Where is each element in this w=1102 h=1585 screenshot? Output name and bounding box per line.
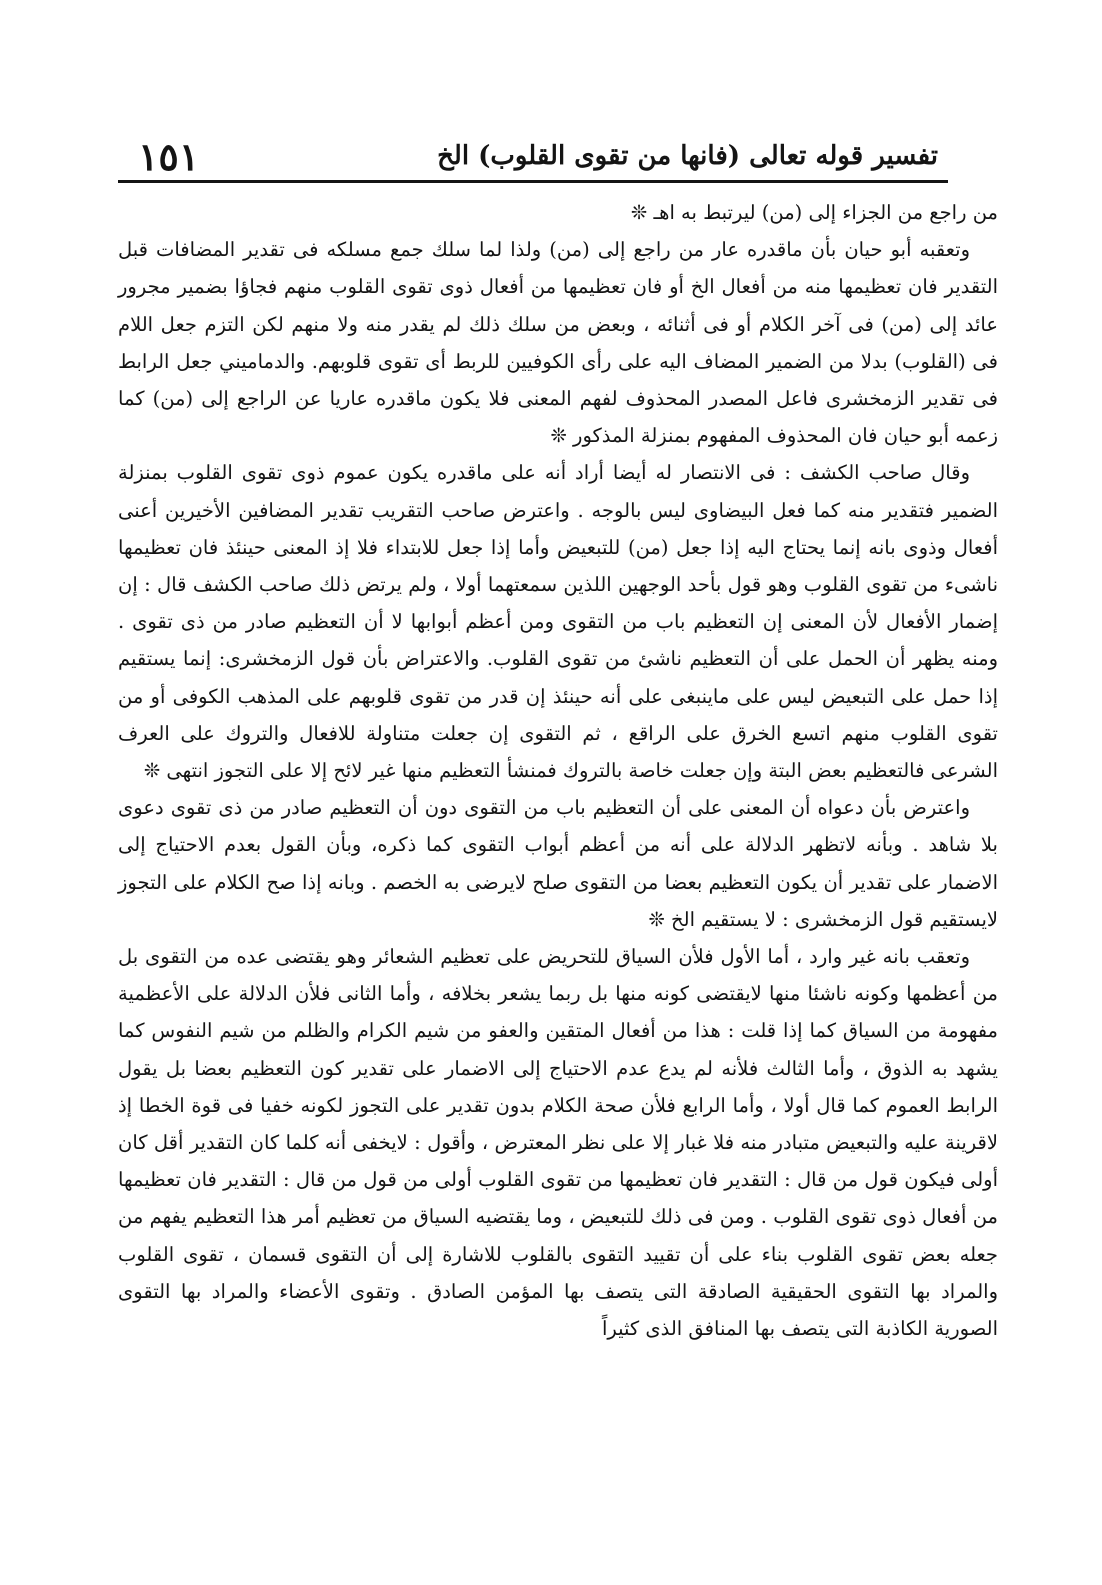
header-rule xyxy=(118,180,948,183)
running-title: تفسير قوله تعالى (فانها من تقوى القلوب) الخ xyxy=(437,141,938,171)
page-header xyxy=(118,132,948,180)
paragraph-2: وتعقبه أبو حيان بأن ماقدره عار من راجع إلى (من) ولذا لما سلك جمع مسلكه فى تقدير المضافات قبل التقدير فان تعظيمها منه من أفعال الخ أو فان تعظيمها من أفعال ذوى تقوى القلوب منهم فجاؤا بضمير مجرور عائد إلى (من) فى آخر الكلام أو فى أثنائه ، وبعض من سلك ذلك لم يقدر منه ولا منهم لكن التزم جعل اللام فى (القلوب) بدلا من الضمير المضاف اليه على رأى الكوفيين للربط أى تقوى قلوبهم. والدماميني جعل الرابط فى تقدير الزمخشرى فاعل المصدر المحذوف لفهم المعنى فلا يكون ماقدره عاريا عن الراجع إلى (من) كما زعمه أبو حيان فان المحذوف المفهوم بمنزلة المذكور ❊ xyxy=(118,238,998,448)
body-text xyxy=(118,194,998,1347)
paragraph-3: وقال صاحب الكشف : فى الانتصار له أيضا أراد أنه على ماقدره يكون عموم ذوى تقوى القلوب بمنزلة الضمير فتقدير منه كما فعل البيضاوى ليس بالوجه . واعترض صاحب التقريب تقدير المضافين الأخيرين أعنى أفعال وذوى بانه إنما يحتاج اليه إذا جعل (من) للتبعيض وأما إذا جعل للابتداء فلا إذ المعنى حينئذ فان تعظيمها ناشىء من تقوى القلوب وهو قول بأحد الوجهين اللذين سمعتهما أولا ، ولم يرتض ذلك صاحب الكشف قال : إن إضمار الأفعال لأن المعنى إن التعظيم باب من التقوى ومن أعظم أبوابها لا أن التعظيم صادر من ذى تقوى . ومنه يظهر أن الحمل على أن التعظيم ناشئ من تقوى القلوب. والاعتراض بأن قول الزمخشرى: إنما يستقيم إذا حمل على التبعيض ليس على ماينبغى على أنه حينئذ إن قدر من تقوى قلوبهم على المذهب الكوفى أو من تقوى القلوب منهم اتسع الخرق على الراقع ، ثم التقوى إن جعلت متناولة للافعال والتروك على العرف الشرعى فالتعظيم بعض البتة وإن جعلت خاصة بالتروك فمنشأ التعظيم منها غير لائح إلا على التجوز انتهى ❊ xyxy=(118,461,998,783)
paragraph-5: وتعقب بانه غير وارد ، أما الأول فلأن السياق للتحريض على تعظيم الشعائر وهو يقتضى عده من التقوى بل من أعظمها وكونه ناشئا منها لايقتضى كونه منها بل ربما يشعر بخلافه ، وأما الثانى فلأن الدلالة على الأعظمية مفهومة من السياق كما إذا قلت : هذا من أفعال المتقين والعفو من شيم الكرام والظلم من شيم النفوس كما يشهد به الذوق ، وأما الثالث فلأنه لم يدع عدم الاحتياج إلى الاضمار على تقدير كون التعظيم بعضا بل يقول الرابط العموم كما قال أولا ، وأما الرابع فلأن صحة الكلام بدون تقدير على التجوز لكونه خفيا فى قوة الخطا إذ لاقرينة عليه والتبعيض متبادر منه فلا غبار إلا على نظر المعترض ، وأقول : لايخفى أنه كلما كان التقدير أقل كان أولى فيكون قول من قال : التقدير فان تعظيمها من تقوى القلوب أولى من قول من قال : التقدير فان تعظيمها من أفعال ذوى تقوى القلوب . ومن فى ذلك للتبعيض ، وما يقتضيه السياق من تعظيم أمر هذا التعظيم يفهم من جعله بعض تقوى القلوب بناء على أن تقييد التقوى بالقلوب للاشارة إلى أن التقوى قسمان ، تقوى القلوب والمراد بها التقوى الحقيقية الصادقة التى يتصف بها المؤمن الصادق . وتقوى الأعضاء والمراد بها التقوى الصورية الكاذبة التى يتصف بها المنافق الذى كثيراً xyxy=(118,945,998,1341)
paragraph-4: واعترض بأن دعواه أن المعنى على أن التعظيم باب من التقوى دون أن التعظيم صادر من ذى تقوى دعوى بلا شاهد . وبأنه لاتظهر الدلالة على أنه من أعظم أبواب التقوى كما ذكره، وبأن القول بعدم الاحتياج إلى الاضمار على تقدير أن يكون التعظيم بعضا من التقوى صلح لايرضى به الخصم . وبانه إذا صح الكلام على التجوز لايستقيم قول الزمخشرى : لا يستقيم الخ ❊ xyxy=(118,796,998,931)
page-number: ١٥١ xyxy=(138,133,200,179)
paragraph-1: من راجع من الجزاء إلى (من) ليرتبط به اهـ ❊ xyxy=(630,201,998,224)
